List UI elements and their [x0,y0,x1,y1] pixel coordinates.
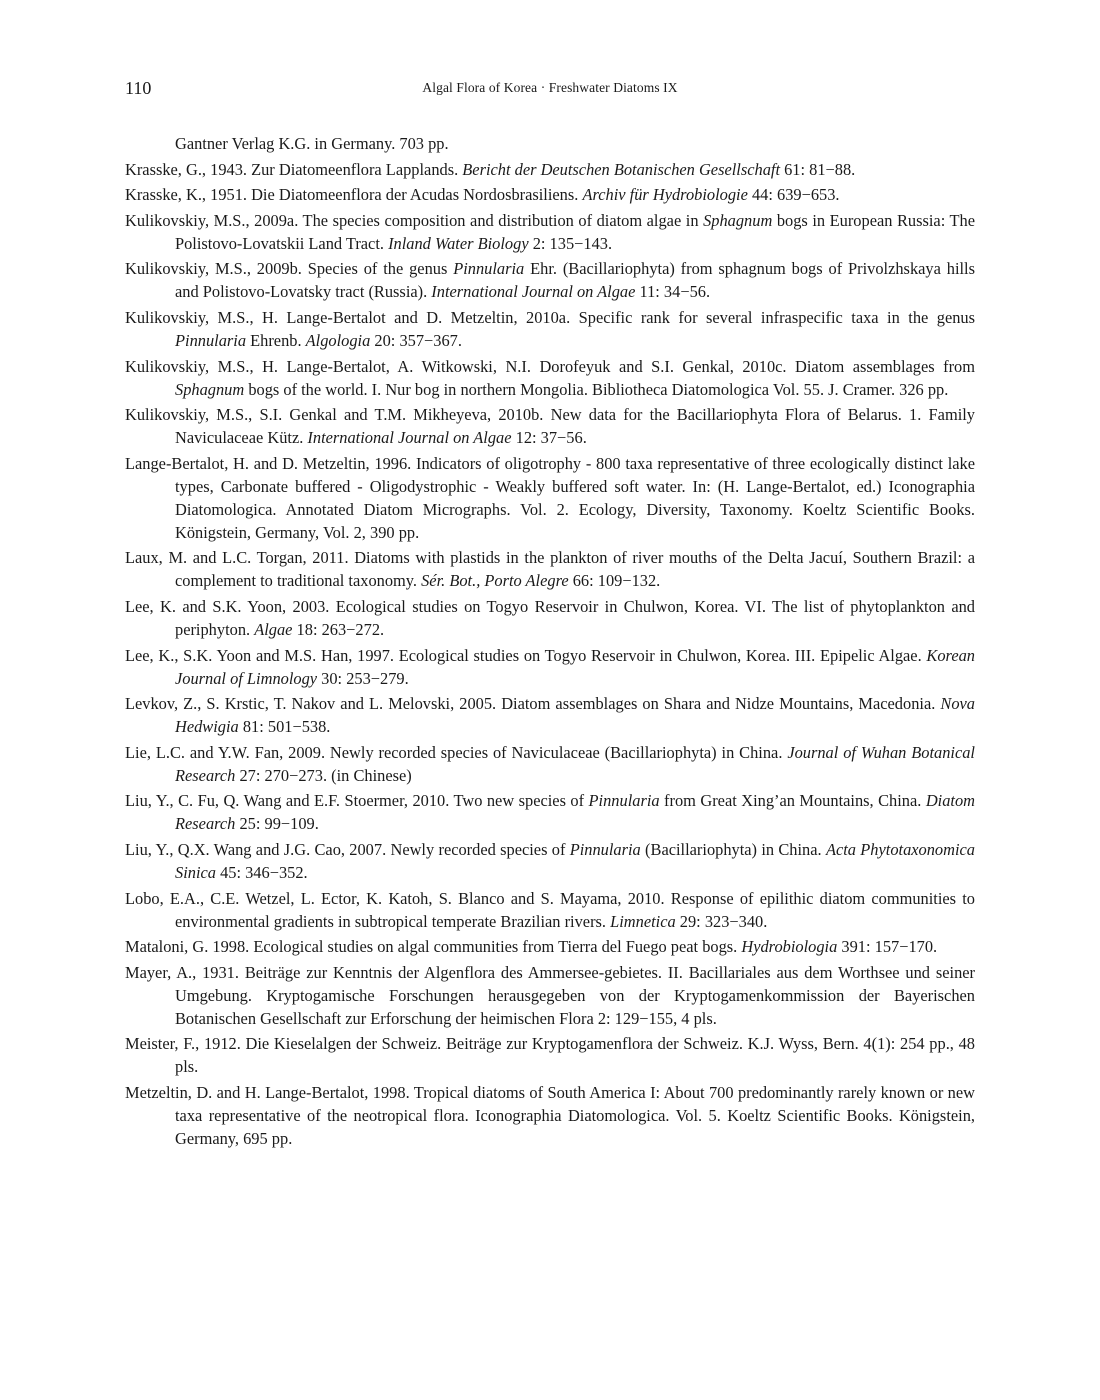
running-title: Algal Flora of Korea · Freshwater Diatoms IX [422,80,678,95]
reference-entry: Mayer, A., 1931. Beiträge zur Kenntnis der Algenflora des Ammersee-gebietes. II. Bacillariales aus dem Worthsee und seiner Umgebung. Kryptogamische Forschungen herausgegeben von der Kryptogamenkommission der Bayerischen Botanischen Gesellschaft zur Erforschung der heimischen Flora 2: 129−155, 4 pls. [125,962,975,1028]
reference-entry: Krasske, G., 1943. Zur Diatomeenflora Lapplands. Bericht der Deutschen Botanischen Gesellschaft 61: 81−88. [125,159,856,179]
reference-entry: Meister, F., 1912. Die Kieselalgen der Schweiz. Beiträge zur Kryptogamenflora der Schweiz. K.J. Wyss, Bern. 4(1): 254 pp., 48 pls. [125,1034,975,1077]
reference-entry: Kulikovskiy, M.S., H. Lange-Bertalot and D. Metzeltin, 2010a. Specific rank for several infraspecific taxa in the genus Pinnularia Ehrenb. Algologia 20: 357−367. [125,307,975,350]
page-header [125,78,975,102]
reference-list [125,132,975,1152]
reference-entry: Lange-Bertalot, H. and D. Metzeltin, 1996. Indicators of oligotrophy - 800 taxa representative of three ecologically distinct lake types, Carbonate buffered - Oligodystrophic - Weakly buffered soft water. In: (H. Lange-Bertalot, ed.) Iconographia Diatomologica. Annotated Diatom Micrographs. Vol. 2. Ecology, Diversity, Taxonomy. Koeltz Scientific Books. Königstein, Germany, Vol. 2, 390 pp. [125,453,975,542]
reference-entry: Liu, Y., C. Fu, Q. Wang and E.F. Stoermer, 2010. Two new species of Pinnularia from Great Xing’an Mountains, China. Diatom Research 25: 99−109. [125,791,975,834]
reference-entry: Metzeltin, D. and H. Lange-Bertalot, 1998. Tropical diatoms of South America I: About 700 predominantly rarely known or new taxa representative of the neotropical flora. Iconographia Diatomologica. Vol. 5. Koeltz Scientific Books. Königstein, Germany, 695 pp. [125,1082,975,1148]
page-number: 110 [125,78,152,98]
reference-entry: Lee, K., S.K. Yoon and M.S. Han, 1997. Ecological studies on Togyo Reservoir in Chulwon, Korea. III. Epipelic Algae. Korean Journal of Limnology 30: 253−279. [125,645,975,688]
reference-entry: Lie, L.C. and Y.W. Fan, 2009. Newly recorded species of Naviculaceae (Bacillariophyta) in China. Journal of Wuhan Botanical Research 27: 270−273. (in Chinese) [125,742,975,785]
reference-entry: Mataloni, G. 1998. Ecological studies on algal communities from Tierra del Fuego peat bogs. Hydrobiologia 391: 157−170. [125,937,938,957]
reference-entry: Kulikovskiy, M.S., 2009a. The species composition and distribution of diatom algae in Sphagnum bogs in European Russia: The Polistovo-Lovatskii Land Tract. Inland Water Biology 2: 135−143. [125,210,975,253]
reference-entry: Kulikovskiy, M.S., 2009b. Species of the genus Pinnularia Ehr. (Bacillariophyta) from sphagnum bogs of Privolzhskaya hills and Polistovo-Lovatsky tract (Russia). International Journal on Algae 11: 34−56. [125,259,975,302]
reference-entry: Laux, M. and L.C. Torgan, 2011. Diatoms with plastids in the plankton of river mouths of the Delta Jacuí, Southern Brazil: a complement to traditional taxonomy. Sér. Bot., Porto Alegre 66: 109−132. [125,548,975,591]
reference-entry: Liu, Y., Q.X. Wang and J.G. Cao, 2007. Newly recorded species of Pinnularia (Bacillariophyta) in China. Acta Phytotaxonomica Sinica 45: 346−352. [125,839,975,882]
reference-entry: Kulikovskiy, M.S., S.I. Genkal and T.M. Mikheyeva, 2010b. New data for the Bacillariophyta Flora of Belarus. 1. Family Naviculaceae Kütz. International Journal on Algae 12: 37−56. [125,405,975,448]
reference-entry: Kulikovskiy, M.S., H. Lange-Bertalot, A. Witkowski, N.I. Dorofeyuk and S.I. Genkal, 2010c. Diatom assemblages from Sphagnum bogs of the world. I. Nur bog in northern Mongolia. Bibliotheca Diatomologica Vol. 55. J. Cramer. 326 pp. [125,356,975,399]
reference-entry: Lee, K. and S.K. Yoon, 2003. Ecological studies on Togyo Reservoir in Chulwon, Korea. VI. The list of phytoplankton and periphyton. Algae 18: 263−272. [125,596,975,639]
reference-entry: Krasske, K., 1951. Die Diatomeenflora der Acudas Nordosbrasiliens. Archiv für Hydrobiologie 44: 639−653. [125,185,840,205]
reference-entry-continued: Gantner Verlag K.G. in Germany. 703 pp. [175,134,449,153]
reference-entry: Lobo, E.A., C.E. Wetzel, L. Ector, K. Katoh, S. Blanco and S. Mayama, 2010. Response of epilithic diatom communities to environmental gradients in subtropical temperate Brazilian rivers. Limnetica 29: 323−340. [125,888,975,931]
reference-entry: Levkov, Z., S. Krstic, T. Nakov and L. Melovski, 2005. Diatom assemblages on Shara and Nidze Mountains, Macedonia. Nova Hedwigia 81: 501−538. [125,694,975,737]
